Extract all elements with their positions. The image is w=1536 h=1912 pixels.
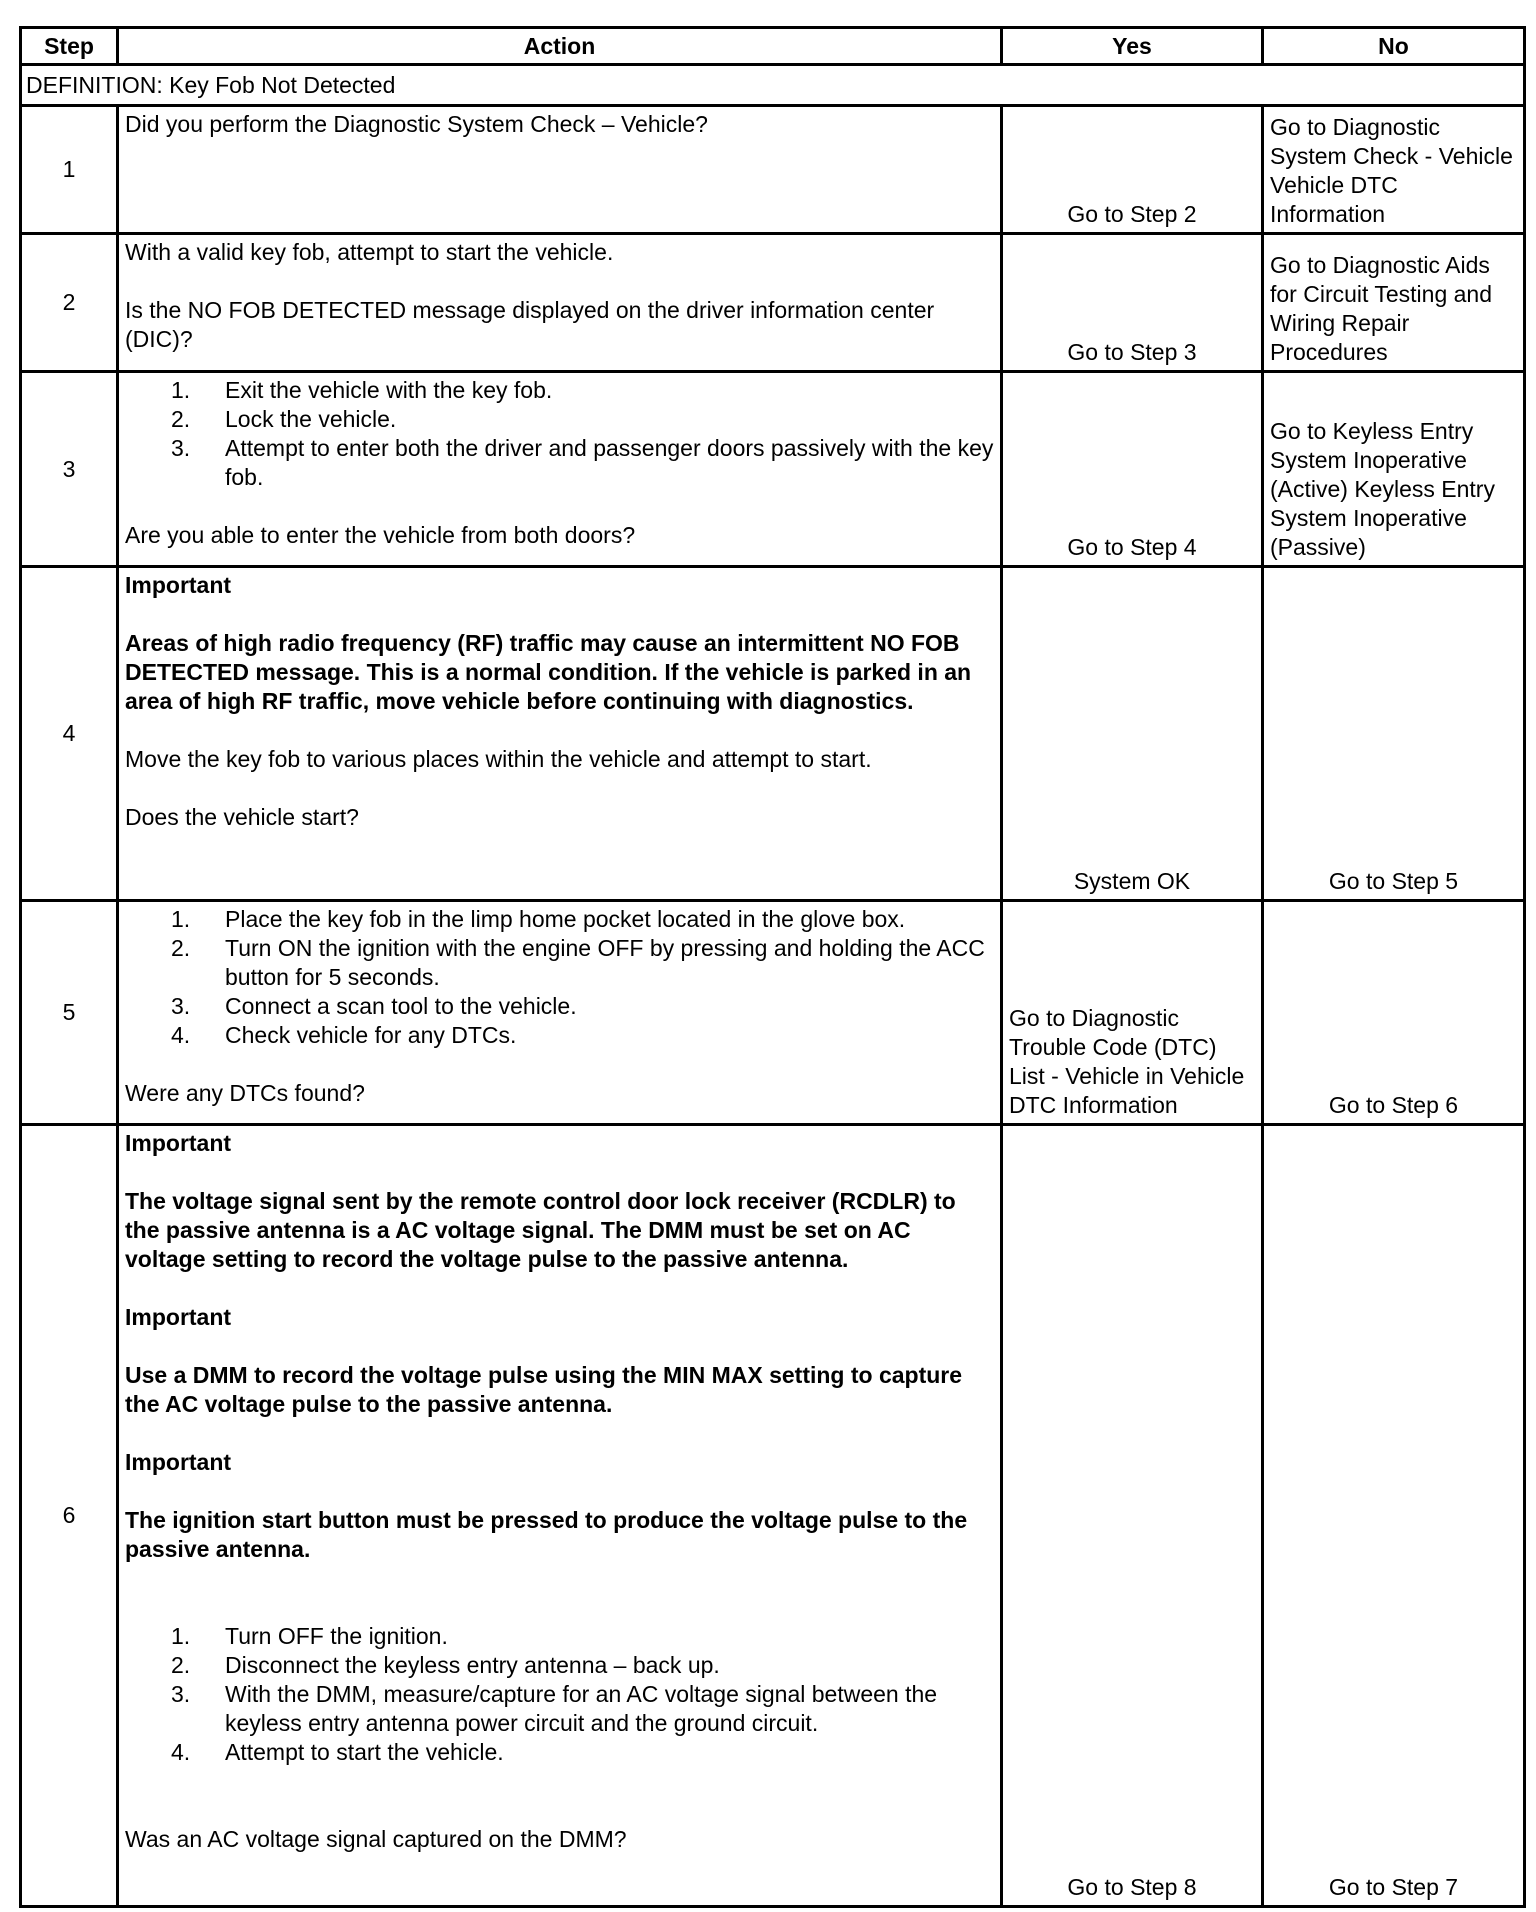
- important-text: Areas of high radio frequency (RF) traffic may cause an intermittent NO FOB DETECTED message. This is a normal condition. If the vehicle is parked in an area of high RF traffic, move vehicle before continuing with diagnostics.: [125, 630, 972, 714]
- list-item: [125, 1021, 994, 1050]
- list-number: 2.: [171, 406, 191, 432]
- list-number: 2.: [171, 935, 191, 961]
- action-question: Are you able to enter the vehicle from both doors?: [125, 522, 636, 548]
- list-item: [125, 905, 994, 934]
- list-item: [125, 1622, 994, 1651]
- important-label: Important: [125, 1130, 232, 1156]
- no-cell: Go to Diagnostic Aids for Circuit Testing and Wiring Repair Procedures: [1263, 234, 1525, 372]
- list-number: 1.: [171, 377, 191, 403]
- important-text: The voltage signal sent by the remote control door lock receiver (RCDLR) to the passive antenna is a AC voltage signal. The DMM must be set on AC voltage setting to record the voltage pulse to the passive antenna.: [125, 1188, 956, 1272]
- list-item: [125, 992, 994, 1021]
- no-cell: Go to Step 5: [1263, 567, 1525, 901]
- list-text: Attempt to enter both the driver and passenger doors passively with the key fob.: [225, 435, 994, 490]
- diagnostic-table: [19, 26, 1526, 1908]
- list-text: Exit the vehicle with the key fob.: [225, 377, 553, 403]
- header-row: [21, 28, 1525, 65]
- step-number: 6: [21, 1125, 118, 1907]
- header-action: Action: [118, 28, 1002, 65]
- list-number: 3.: [171, 993, 191, 1019]
- step-number: 1: [21, 106, 118, 234]
- action-list: [125, 376, 994, 492]
- action-intro: With a valid key fob, attempt to start the vehicle.: [125, 239, 614, 265]
- step-number: 3: [21, 372, 118, 567]
- list-text: Connect a scan tool to the vehicle.: [225, 993, 577, 1019]
- important-text: The ignition start button must be pressed to produce the voltage pulse to the passive antenna.: [125, 1507, 968, 1562]
- no-cell: Go to Step 6: [1263, 901, 1525, 1125]
- list-number: 3.: [171, 1681, 191, 1707]
- list-number: 1.: [171, 906, 191, 932]
- action-question: Does the vehicle start?: [125, 804, 359, 830]
- action-cell: [118, 234, 1002, 372]
- step-number: 5: [21, 901, 118, 1125]
- list-text: Check vehicle for any DTCs.: [225, 1022, 517, 1048]
- important-label: Important: [125, 1449, 232, 1475]
- action-cell: [118, 372, 1002, 567]
- no-cell: Go to Keyless Entry System Inoperative (Active) Keyless Entry System Inoperative (Passive): [1263, 372, 1525, 567]
- action-question: Were any DTCs found?: [125, 1080, 365, 1106]
- list-number: 2.: [171, 1652, 191, 1678]
- action-list: [125, 905, 994, 1050]
- list-text: With the DMM, measure/capture for an AC voltage signal between the keyless entry antenna power circuit and the ground circuit.: [225, 1681, 938, 1736]
- no-cell: Go to Diagnostic System Check - Vehicle Vehicle DTC Information: [1263, 106, 1525, 234]
- step-number: 4: [21, 567, 118, 901]
- list-number: 3.: [171, 435, 191, 461]
- yes-cell: Go to Step 2: [1002, 106, 1263, 234]
- list-text: Attempt to start the vehicle.: [225, 1739, 504, 1765]
- important-label: Important: [125, 1304, 232, 1330]
- yes-cell: System OK: [1002, 567, 1263, 901]
- list-number: 1.: [171, 1623, 191, 1649]
- header-yes: Yes: [1002, 28, 1263, 65]
- list-text: Lock the vehicle.: [225, 406, 397, 432]
- definition-text: DEFINITION: Key Fob Not Detected: [21, 65, 1525, 106]
- table-row: [21, 106, 1525, 234]
- action-instruction: Move the key fob to various places within the vehicle and attempt to start.: [125, 746, 872, 772]
- important-text: Use a DMM to record the voltage pulse using the MIN MAX setting to capture the AC voltage pulse to the passive antenna.: [125, 1362, 963, 1417]
- action-cell: [118, 1125, 1002, 1907]
- step-number: 2: [21, 234, 118, 372]
- yes-cell: Go to Step 4: [1002, 372, 1263, 567]
- yes-cell: Go to Step 3: [1002, 234, 1263, 372]
- action-question: Is the NO FOB DETECTED message displayed on the driver information center (DIC)?: [125, 297, 935, 352]
- yes-cell: Go to Diagnostic Trouble Code (DTC) List - Vehicle in Vehicle DTC Information: [1002, 901, 1263, 1125]
- action-question: Was an AC voltage signal captured on the DMM?: [125, 1826, 627, 1852]
- list-number: 4.: [171, 1022, 191, 1048]
- table-row: [21, 1125, 1525, 1907]
- action-cell: [118, 567, 1002, 901]
- action-question: Did you perform the Diagnostic System Check – Vehicle?: [125, 111, 708, 137]
- table-row: [21, 372, 1525, 567]
- table-row: [21, 567, 1525, 901]
- list-item: [125, 1738, 994, 1767]
- table-row: [21, 234, 1525, 372]
- list-item: [125, 1680, 994, 1738]
- list-item: [125, 1651, 994, 1680]
- list-item: [125, 434, 994, 492]
- table-row: [21, 901, 1525, 1125]
- header-step: Step: [21, 28, 118, 65]
- action-cell: [118, 106, 1002, 234]
- action-cell: [118, 901, 1002, 1125]
- important-label: Important: [125, 572, 232, 598]
- list-number: 4.: [171, 1739, 191, 1765]
- list-item: [125, 405, 994, 434]
- action-list: [125, 1622, 994, 1767]
- definition-row: [21, 65, 1525, 106]
- list-text: Turn ON the ignition with the engine OFF by pressing and holding the ACC button for 5 seconds.: [225, 935, 985, 990]
- list-item: [125, 376, 994, 405]
- list-item: [125, 934, 994, 992]
- diagnostic-table-container: [19, 26, 1523, 1908]
- no-cell: Go to Step 7: [1263, 1125, 1525, 1907]
- list-text: Turn OFF the ignition.: [225, 1623, 448, 1649]
- list-text: Disconnect the keyless entry antenna – back up.: [225, 1652, 720, 1678]
- yes-cell: Go to Step 8: [1002, 1125, 1263, 1907]
- header-no: No: [1263, 28, 1525, 65]
- list-text: Place the key fob in the limp home pocket located in the glove box.: [225, 906, 906, 932]
